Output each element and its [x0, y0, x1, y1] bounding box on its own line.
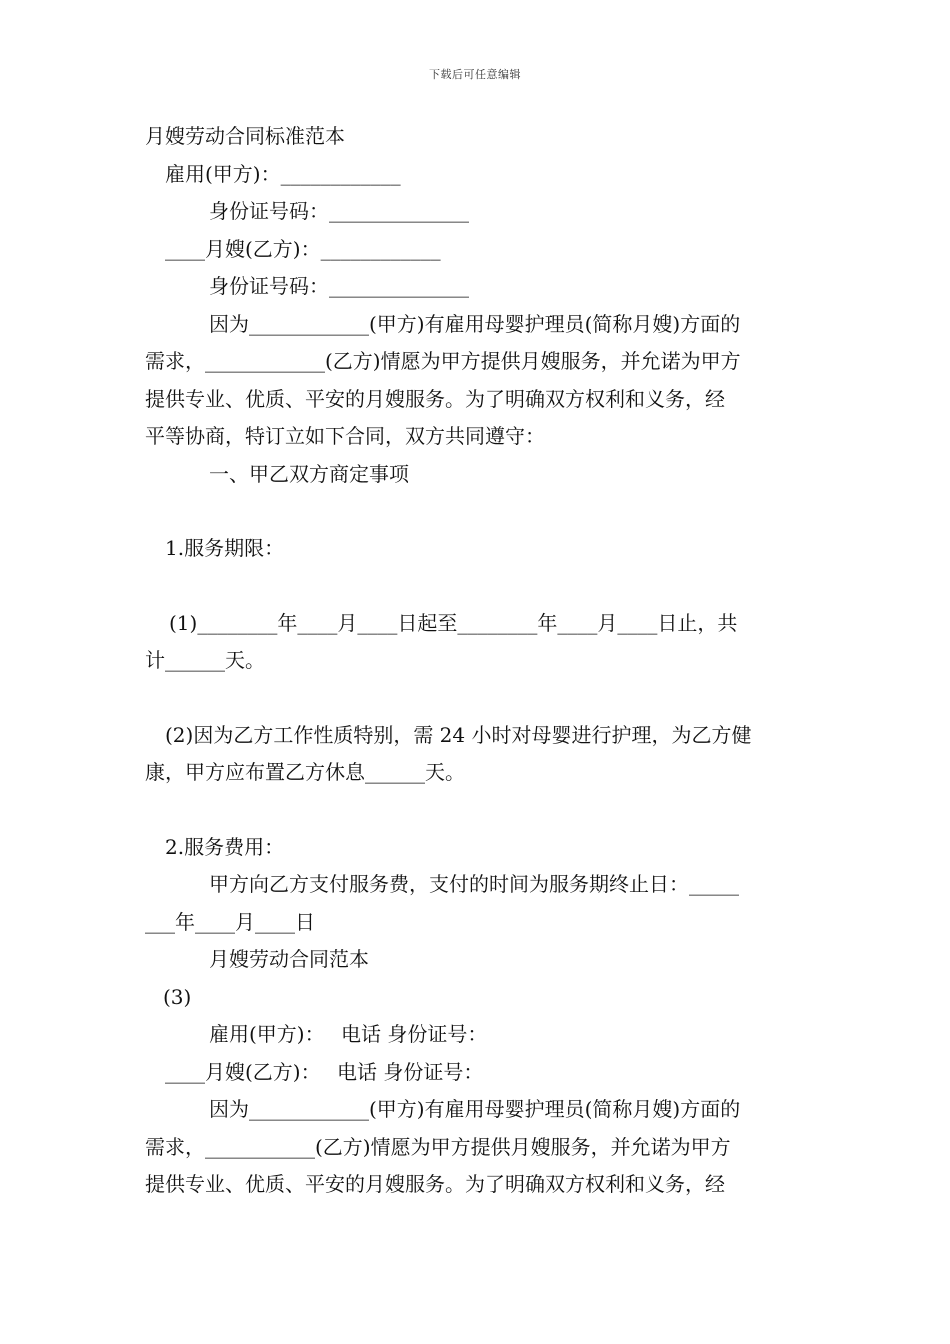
second-party-b-line: ____月嫂(乙方)： 电话 身份证号： — [165, 1059, 484, 1084]
clause-fee-line-2: ___年____月____日 — [145, 909, 315, 934]
party-a-id-line: 身份证号码：______________ — [209, 199, 469, 223]
clause-period-item-1-line-1: (1)________年____月____日起至________年____月____日止，共 — [169, 610, 738, 635]
second-party-a-line: 雇用(甲方)： 电话 身份证号： — [209, 1022, 488, 1046]
intro-paragraph-line-1: 因为____________(甲方)有雇用母婴护理员(简称月嫂)方面的 — [209, 311, 741, 336]
clause-period-item-2-line-2: 康，甲方应布置乙方休息______天。 — [145, 760, 465, 784]
clause-service-fee: 2.服务费用： — [165, 834, 285, 859]
section-heading-1: 一、甲乙双方商定事项 — [209, 461, 409, 486]
second-intro-line-1: 因为____________(甲方)有雇用母婴护理员(简称月嫂)方面的 — [209, 1097, 741, 1121]
intro-paragraph-line-3: 提供专业、优质、平安的月嫂服务。为了明确双方权利和义务，经 — [145, 386, 725, 411]
party-b-id-line: 身份证号码：______________ — [209, 274, 469, 298]
party-b-line: ____月嫂(乙方)：____________ — [165, 236, 441, 261]
second-contract-number: (3) — [163, 984, 192, 1009]
intro-paragraph-line-4: 平等协商，特订立如下合同，双方共同遵守： — [145, 424, 545, 448]
document-title: 月嫂劳动合同标准范本 — [145, 124, 345, 148]
clause-period-item-2-line-1: (2)因为乙方工作性质特别，需 24 小时对母婴进行护理，为乙方健 — [165, 722, 752, 747]
page-header-note: 下载后可任意编辑 — [429, 68, 521, 81]
intro-paragraph-line-2: 需求，____________(乙方)情愿为甲方提供月嫂服务，并允诺为甲方 — [145, 349, 741, 373]
clause-period-item-1-line-2: 计______天。 — [145, 648, 265, 672]
second-intro-line-2: 需求，___________(乙方)情愿为甲方提供月嫂服务，并允诺为甲方 — [145, 1134, 731, 1159]
document-body — [145, 118, 807, 1204]
second-contract-title: 月嫂劳动合同范本 — [209, 947, 369, 971]
clause-fee-line-1: 甲方向乙方支付服务费，支付的时间为服务期终止日：_____ — [209, 872, 739, 896]
party-a-line: 雇用(甲方)：____________ — [165, 161, 401, 186]
second-intro-line-3: 提供专业、优质、平安的月嫂服务。为了明确双方权利和义务，经 — [145, 1172, 725, 1196]
clause-service-period: 1.服务期限： — [165, 536, 285, 560]
